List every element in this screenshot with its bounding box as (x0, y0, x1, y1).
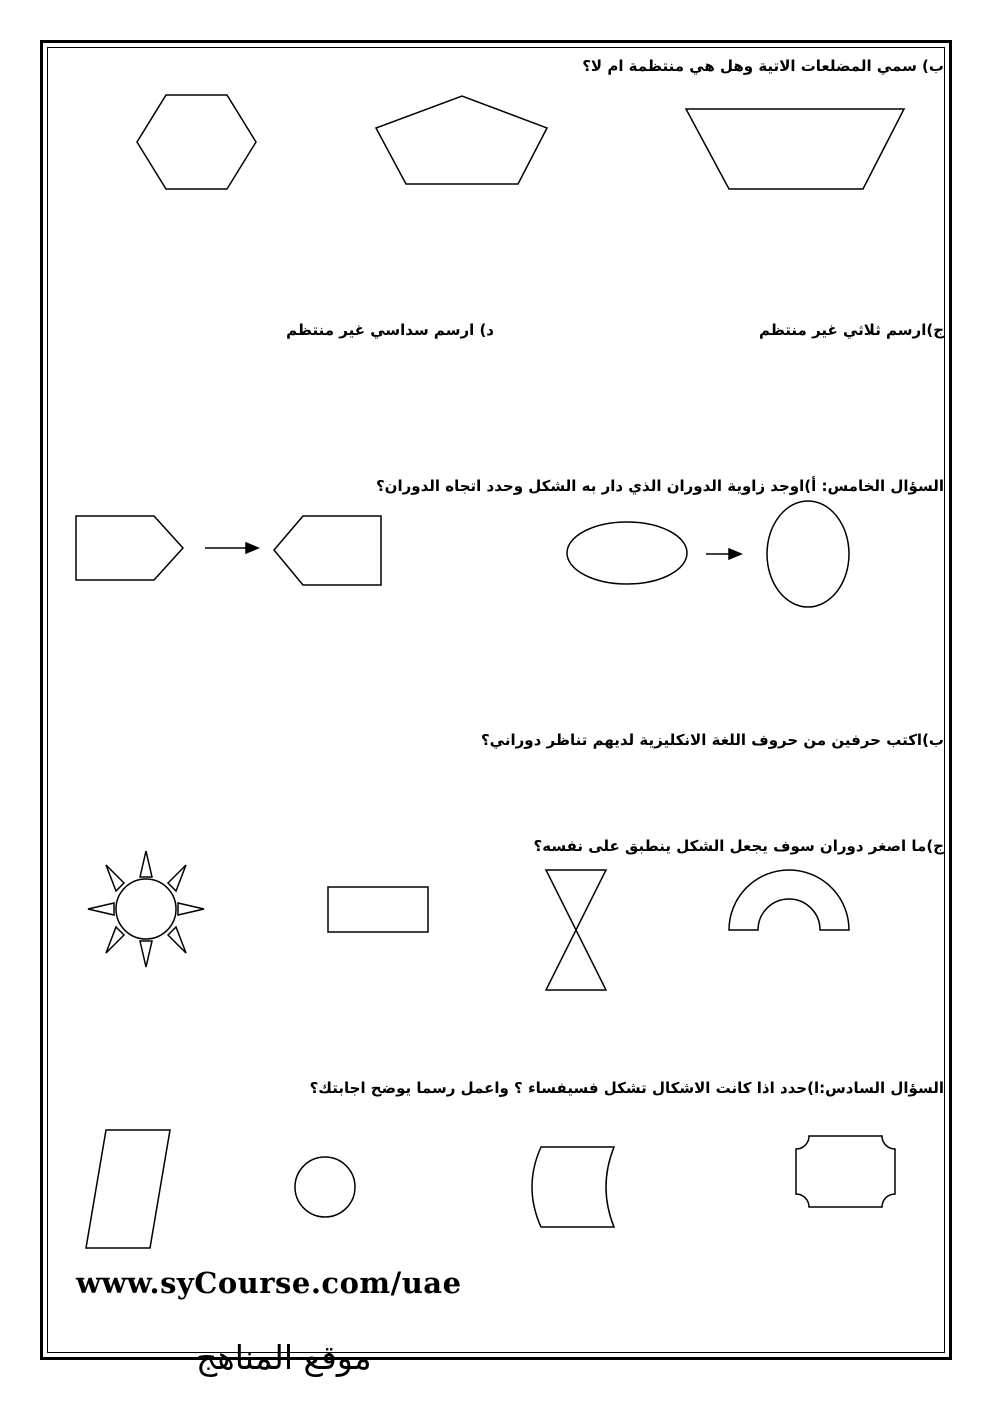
parallelogram-shape (86, 1130, 170, 1248)
circle-shape (295, 1157, 355, 1217)
pentagon-shape (376, 96, 547, 184)
question-5b: ب)اكتب حرفين من حروف اللغة الانكليزية لديهم تناظر دوراني؟ (480, 731, 944, 749)
question-4c: ج)ارسم ثلاثي غير منتظم (758, 321, 944, 339)
rotation-arrowhead-1 (246, 543, 258, 553)
watermark-url: www.syCourse.com/uae (76, 1266, 462, 1300)
rotation-arrowhead-2 (729, 549, 741, 559)
question-5c: ج)ما اصغر دوران سوف يجعل الشكل ينطبق على نفسه؟ (533, 837, 944, 855)
question-4d: د) ارسم سداسي غير منتظم (286, 321, 494, 339)
pentagon-arrow-rotated (274, 516, 381, 585)
rectangle-shape (328, 887, 428, 932)
trapezoid-shape (686, 109, 904, 189)
half-annulus-shape (729, 870, 849, 930)
pentagon-arrow-original (76, 516, 183, 580)
question-5a: السؤال الخامس: أ)اوجد زاوية الدوران الذي دار به الشكل وحدد اتجاه الدوران؟ (375, 477, 944, 495)
sun-shape (88, 851, 204, 967)
question-6a: السؤال السادس:ا)حدد اذا كانت الاشكال تشكل فسيفساء ؟ واعمل رسما يوضح اجابتك؟ (309, 1079, 944, 1097)
hourglass-shape (546, 870, 606, 990)
watermark-site-name: موقع المناهج (196, 1338, 372, 1377)
hexagon-shape (137, 95, 256, 189)
concave-convex-shape (532, 1147, 614, 1227)
ellipse-horizontal (567, 522, 687, 584)
notched-square-shape (796, 1136, 895, 1207)
question-4b: ب) سمي المضلعات الاتية وهل هي منتظمة ام لا؟ (582, 57, 944, 75)
ellipse-vertical (767, 501, 849, 607)
